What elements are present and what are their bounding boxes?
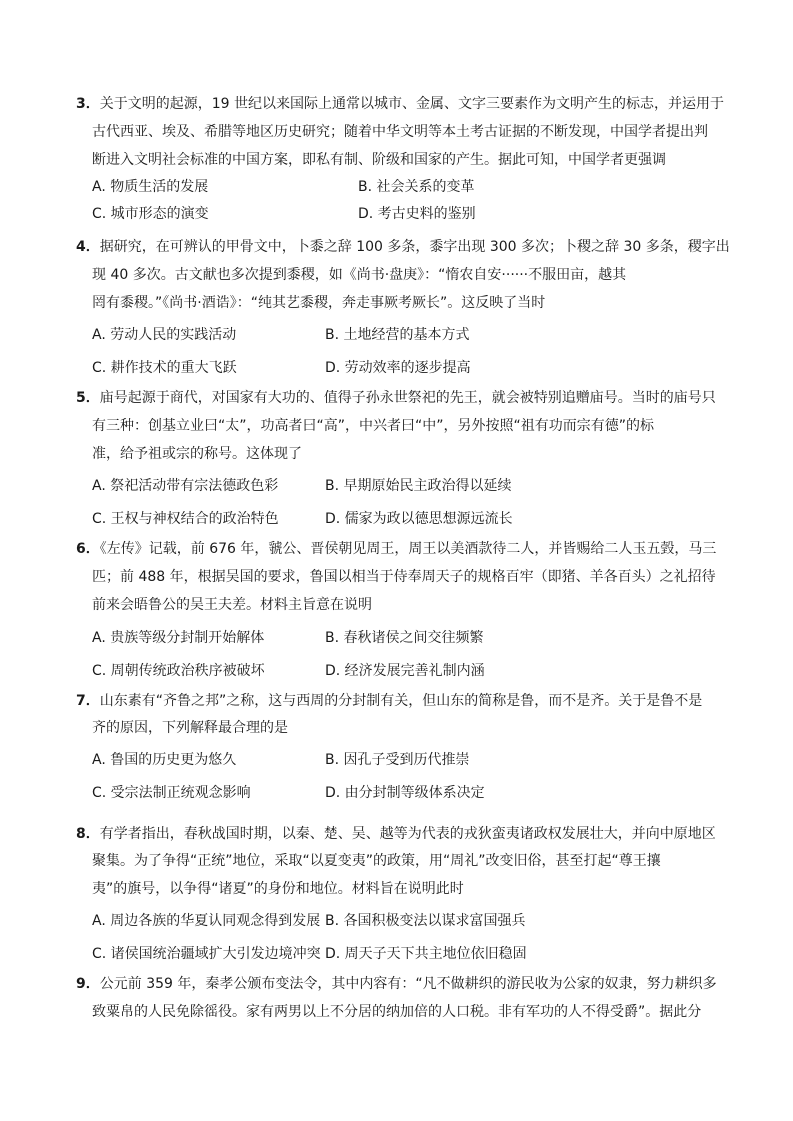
question-number: 3． (76, 96, 100, 112)
option-a[interactable]: A. 物质生活的发展 (92, 179, 209, 195)
option-d[interactable]: D. 经济发展完善礼制内涵 (325, 663, 485, 679)
question-number: 4． (76, 239, 100, 255)
question-text-line: 匹；前 488 年，根据吴国的要求，鲁国以相当于侍奉周天子的规格百牢（即猪、羊各百头）之礼招待 (92, 569, 716, 585)
option-b[interactable]: B. 各国积极变法以谋求富国强兵 (325, 913, 526, 929)
option-c[interactable]: C. 城市形态的演变 (92, 206, 209, 222)
question-text-line: 断进入文明社会标准的中国方案，即私有制、阶级和国家的产生。据此可知，中国学者更强调 (92, 152, 666, 168)
option-d[interactable]: D. 考古史料的鉴别 (358, 206, 476, 222)
option-a[interactable]: A. 劳动人民的实践活动 (92, 327, 237, 343)
option-a[interactable]: A. 鲁国的历史更为悠久 (92, 752, 237, 768)
question-text-line: 有三种：创基立业曰“太”，功高者曰“高”，中兴者曰“中”，另外按照“祖有功而宗有德”的标 (92, 418, 655, 434)
option-b[interactable]: B. 早期原始民主政治得以延续 (325, 478, 512, 494)
question-text-line: 《左传》记载，前 676 年，虢公、晋侯朝见周王，周王以美酒款待二人，并皆赐给二人玉五瑴，马三 (99, 541, 717, 557)
question-text-line: 聚集。为了争得“正统”地位，采取“以夏变夷”的政策，用“周礼”改变旧俗，甚至打起“尊王攘 (92, 853, 661, 869)
option-a[interactable]: A. 贵族等级分封制开始解体 (92, 630, 265, 646)
option-c[interactable]: C. 诸侯国统治疆域扩大引发边境冲突 (92, 946, 321, 962)
question-number: 8． (76, 826, 100, 842)
question-text-line: 有学者指出，春秋战国时期，以秦、楚、吴、越等为代表的戎狄蛮夷诸政权发展壮大，并向中原地区 (99, 826, 716, 842)
question-text-line: 夷”的旗号，以争得“诸夏”的身份和地位。材料旨在说明此时 (92, 881, 464, 897)
question-number: 6． (76, 541, 100, 557)
question-text-line: 致粟帛的人民免除徭役。家有两男以上不分居的纳加倍的人口税。非有军功的人不得受爵”。据此分 (92, 1004, 702, 1020)
question-text-line: 罔有黍稷。”《尚书·酒诰》：“纯其艺黍稷，奔走事厥考厥长”。这反映了当时 (92, 295, 546, 311)
question-text-line: 公元前 359 年，秦孝公颁布变法令，其中内容有：“凡不做耕织的游民收为公家的奴隶，努力耕织多 (99, 976, 717, 992)
question-text-line: 前来会晤鲁公的吴王夫差。材料主旨意在说明 (92, 597, 372, 613)
question-text-line: 古代西亚、埃及、希腊等地区历史研究；随着中华文明等本土考古证据的不断发现，中国学者提出判 (92, 124, 708, 140)
option-c[interactable]: C. 耕作技术的重大飞跃 (92, 360, 237, 376)
option-d[interactable]: D. 劳动效率的逐步提高 (325, 360, 471, 376)
question-text-line: 据研究，在可辨认的甲骨文中，卜黍之辞 100 多条，黍字出现 300 多次；卜稷之辞 30 多条，稷字出 (99, 239, 730, 255)
option-d[interactable]: D. 周天子天下共主地位依旧稳固 (325, 946, 527, 962)
option-b[interactable]: B. 社会关系的变革 (358, 179, 475, 195)
question-text-line: 山东素有“齐鲁之邦”之称，这与西周的分封制有关，但山东的简称是鲁，而不是齐。关于是鲁不是 (99, 693, 703, 709)
option-b[interactable]: B. 土地经营的基本方式 (325, 327, 470, 343)
question-number: 5． (76, 390, 100, 406)
question-text-line: 准，给予祖或宗的称号。这体现了 (92, 446, 302, 462)
option-c[interactable]: C. 受宗法制正统观念影响 (92, 785, 251, 801)
question-number: 7． (76, 693, 100, 709)
question-text-line: 关于文明的起源，19 世纪以来国际上通常以城市、金属、文字三要素作为文明产生的标志，并运用于 (99, 96, 725, 112)
option-a[interactable]: A. 祭祀活动带有宗法德政色彩 (92, 478, 279, 494)
option-d[interactable]: D. 由分封制等级体系决定 (325, 785, 485, 801)
question-number: 9． (76, 976, 100, 992)
question-text-line: 庙号起源于商代，对国家有大功的、值得子孙永世祭祀的先王，就会被特别追赠庙号。当时的庙号只 (99, 390, 716, 406)
question-text-line: 齐的原因，下列解释最合理的是 (92, 720, 288, 736)
option-d[interactable]: D. 儒家为政以德思想源远流长 (325, 511, 513, 527)
option-c[interactable]: C. 王权与神权结合的政治特色 (92, 511, 279, 527)
option-b[interactable]: B. 春秋诸侯之间交往频繁 (325, 630, 484, 646)
option-c[interactable]: C. 周朝传统政治秩序被破坏 (92, 663, 265, 679)
question-text-line: 现 40 多次。古文献也多次提到黍稷，如《尚书·盘庚》：“惰农自安······不服田亩，越其 (92, 267, 627, 283)
option-a[interactable]: A. 周边各族的华夏认同观念得到发展 (92, 913, 321, 929)
option-b[interactable]: B. 因孔子受到历代推崇 (325, 752, 470, 768)
